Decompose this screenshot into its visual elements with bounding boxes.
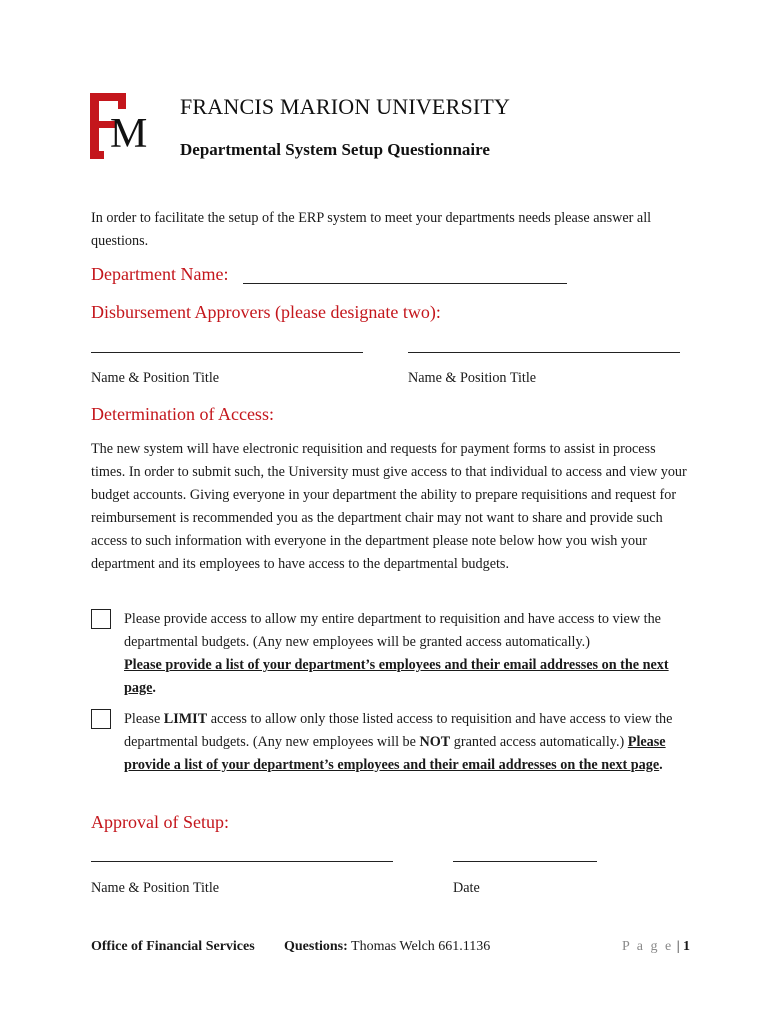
limit-access-checkbox[interactable] [91,709,111,729]
entire-department-checkbox[interactable] [91,609,111,629]
option-1-period: . [152,680,156,696]
university-logo [90,93,156,159]
approval-date-field[interactable] [453,861,597,862]
option-2-not: NOT [419,734,451,750]
svg-text:M: M [110,111,148,157]
approval-heading: Approval of Setup: [91,812,229,832]
document-title: Departmental System Setup Questionnaire [180,140,490,159]
option-2-text-a: Please [124,711,164,727]
approver-1-field[interactable] [91,352,363,353]
department-name-label: Department Name: [91,264,229,284]
university-name: FRANCIS MARION UNIVERSITY [180,94,511,119]
option-limit-access [124,708,694,777]
option-1-note: Please provide a list of your department’s employees and their email addresses on the next page [124,657,669,696]
footer-page-digit: 1 [683,939,691,954]
disbursement-heading: Disbursement Approvers (please designate two): [91,302,441,322]
footer-page-number [622,939,690,955]
footer-page-word: P a g e [622,939,674,954]
footer-office: Office of Financial Services [91,939,255,954]
option-2-note: Please provide a list of your department’s employees and their email addresses on the next page [124,734,666,773]
approval-date-caption: Date [453,880,480,896]
footer-page-separator: | [673,939,684,954]
footer-questions-label: Questions: [284,939,348,954]
approver-1-caption: Name & Position Title [91,370,220,386]
approver-2-field[interactable] [408,352,680,353]
approver-2-caption: Name & Position Title [408,370,537,386]
footer-questions [284,939,490,955]
footer-questions-contact: Thomas Welch 661.1136 [347,939,491,954]
option-2-limit: LIMIT [163,711,208,727]
access-paragraph: The new system will have electronic requisition and requests for payment forms to assist in process times. In order to submit such, the University must give access to that individual to access and view your budget accounts. Giving everyone in your department the ability to prepare requisitions and request for reimbursement is recommended you as the department chair may not want to share and provide such access to such information with everyone in the department please note below how you wish your department and its employees to have access to the departmental budgets. [91,441,687,572]
option-1-text: Please provide access to allow my entire department to requisition and have access to view the departmental budgets. (Any new employees will be granted access automatically.) [124,611,661,650]
department-name-field[interactable] [243,283,567,284]
option-2-text-e: granted access automatically.) [450,734,628,750]
intro-text: In order to facilitate the setup of the ERP system to meet your departments needs please answer all questions. [91,210,652,249]
option-2-text-c: access to allow only those listed access to requisition and have access to view the departmental budgets. (Any new employees will be [124,711,673,750]
approval-name-field[interactable] [91,861,393,862]
option-2-period: . [659,757,663,773]
access-heading: Determination of Access: [91,404,274,424]
option-entire-department [124,608,694,700]
approval-name-caption: Name & Position Title [91,880,220,896]
